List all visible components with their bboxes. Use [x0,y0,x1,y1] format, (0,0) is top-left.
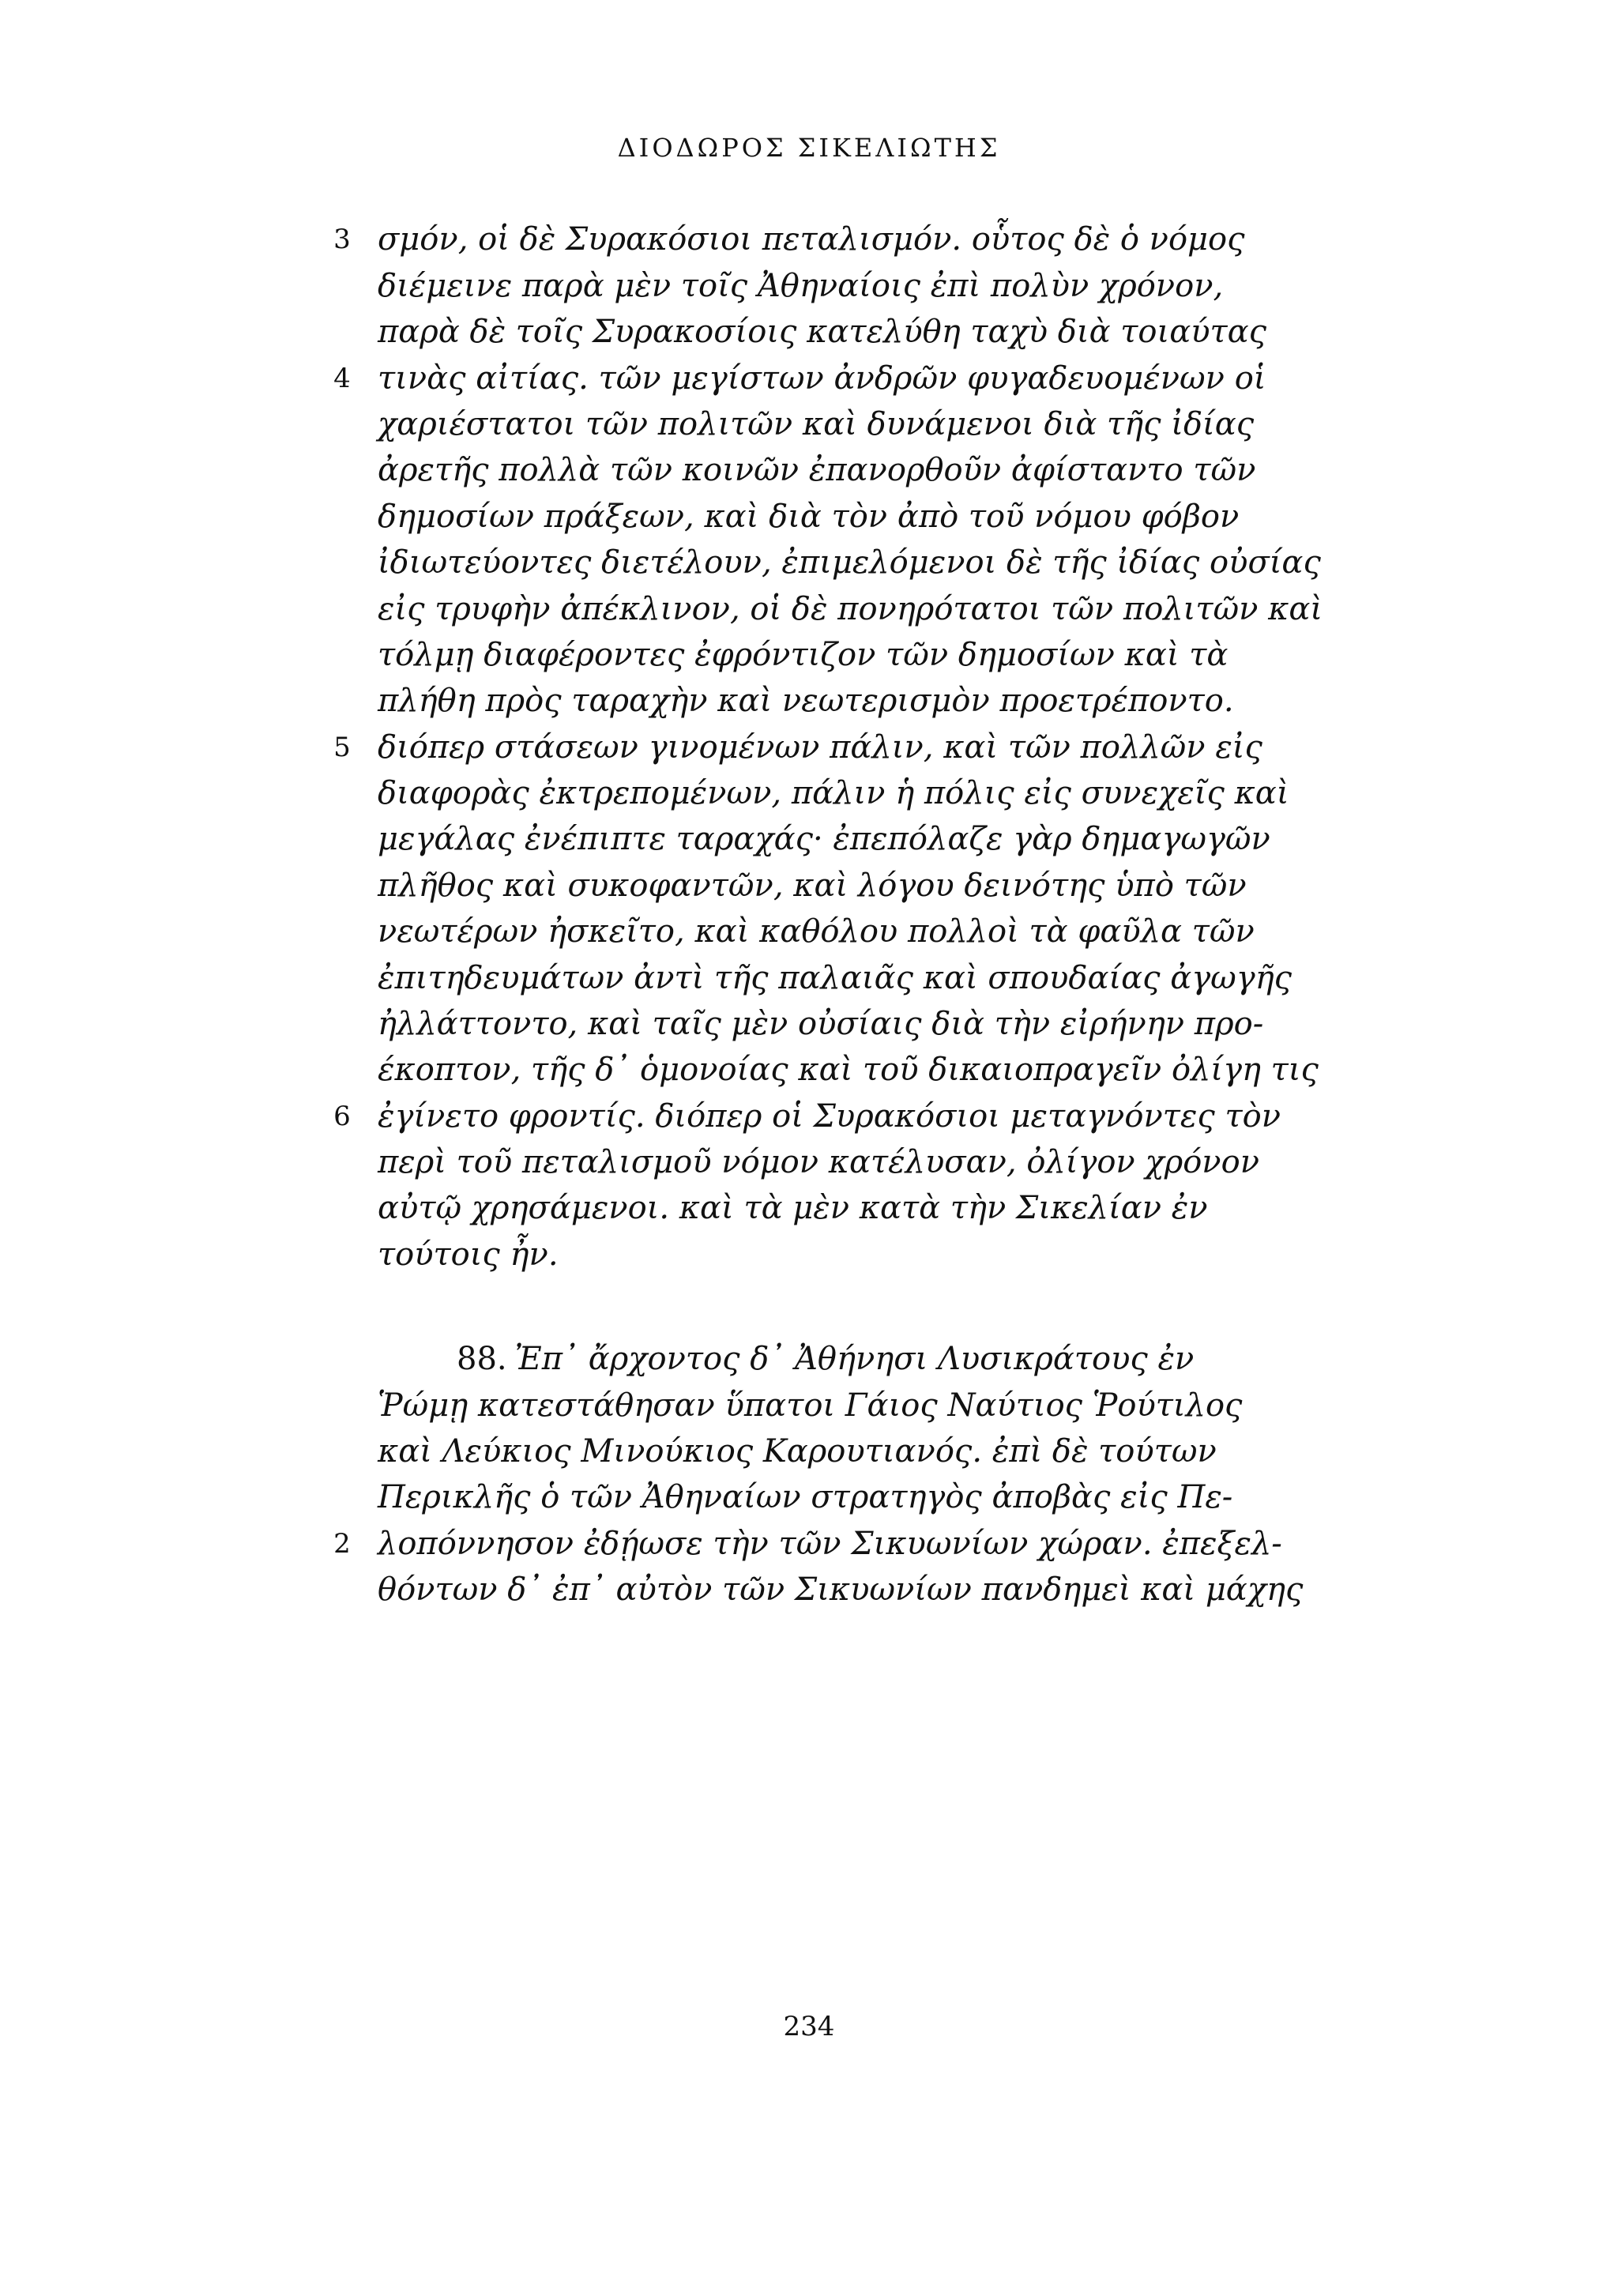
text-line [378,401,1286,448]
text-line [378,493,1286,540]
line-text: Ῥώμῃ κατεστάθησαν ὕπατοι Γάιος Ναύτιος Ῥούτιλος [378,1387,1243,1424]
running-header: ΔΙΟΔΩΡΟΣ ΣΙΚΕΛΙΩΤΗΣ [617,133,1001,163]
text-line [333,1520,1286,1568]
line-text: διόπερ στάσεων γινομένων πάλιν, καὶ τῶν πολλῶν εἰς [378,729,1262,766]
text-line [378,815,1286,863]
line-text: διαφορὰς ἐκτρεπομένων, πάλιν ἡ πόλις εἰς συνεχεῖς καὶ [378,775,1289,811]
text-line [378,308,1286,356]
paragraph-number: 2 [333,1528,351,1560]
text-line [378,446,1286,494]
text-line [378,1000,1286,1048]
line-text: ἰδιωτεύοντες διετέλουν, ἐπιμελόμενοι δὲ τῆς ἰδίας οὐσίας [378,544,1321,581]
line-text: εἰς τρυφὴν ἀπέκλινον, οἱ δὲ πονηρότατοι τῶν πολιτῶν καὶ [378,591,1323,627]
line-text: πλήθη πρὸς ταραχὴν καὶ νεωτερισμὸν προετρέποντο. [378,683,1234,719]
text-line [378,1566,1304,1613]
text-line [378,262,1286,310]
text-line [378,862,1286,909]
text-line [378,1046,1319,1093]
line-text: ἐπιτηδευμάτων ἀντὶ τῆς παλαιᾶς καὶ σπουδαίας ἀγωγῆς [378,960,1293,996]
page-number: 234 [783,2011,835,2042]
text-line [378,631,1286,679]
line-text: περὶ τοῦ πεταλισμοῦ νόμον κατέλυσαν, ὀλίγον χρόνον [378,1144,1260,1180]
line-text: Περικλῆς ὁ τῶν Ἀθηναίων στρατηγὸς ἀποβὰς εἰς Πε- [378,1479,1233,1515]
line-text: καὶ Λεύκιος Μινούκιος Καρουτιανός. ἐπὶ δὲ τούτων [378,1433,1217,1470]
line-text: τόλμῃ διαφέροντες ἐφρόντιζον τῶν δημοσίων καὶ τὰ [378,637,1229,673]
text-line [378,677,1286,725]
line-text: λοπόννησον ἐδῄωσε τὴν τῶν Σικυωνίων χώραν. ἐπεξελ- [378,1526,1282,1562]
text-line [378,1382,1286,1429]
line-text: έκοπτον, τῆς δ᾽ ὁμονοίας καὶ τοῦ δικαιοπραγεῖν ὀλίγη τις [378,1052,1319,1088]
line-text: τινὰς αἰτίας. τῶν μεγίστων ἀνδρῶν φυγαδευομένων οἱ [378,360,1266,397]
text-line [378,908,1286,955]
line-text: παρὰ δὲ τοῖς Συρακοσίοις κατελύθη ταχὺ διὰ τοιαύτας [378,314,1267,350]
text-line [378,1231,1286,1278]
paragraph-number: 5 [333,732,351,763]
line-text: χαριέστατοι τῶν πολιτῶν καὶ δυνάμενοι διὰ τῆς ἰδίας [378,406,1255,442]
line-text: νεωτέρων ἠσκεῖτο, καὶ καθόλου πολλοὶ τὰ φαῦλα τῶν [378,913,1255,950]
line-text: μεγάλας ἐνέπιπτε ταραχάς· ἐπεπόλαζε γὰρ δημαγωγῶν [378,821,1270,857]
text-line [333,216,1286,263]
text-line [378,1474,1286,1521]
text-line [378,770,1289,817]
text-line [333,355,1286,402]
text-line [333,724,1286,771]
line-text: ἠλλάττοντο, καὶ ταῖς μὲν οὐσίαις διὰ τὴν εἰρήνην προ- [378,1006,1264,1042]
line-text: ἀρετῆς πολλὰ τῶν κοινῶν ἐπανορθοῦν ἀφίσταντο τῶν [378,452,1256,488]
text-line [378,1139,1286,1186]
line-text: αὐτῷ χρησάμενοι. καὶ τὰ μὲν κατὰ τὴν Σικελίαν ἐν [378,1190,1208,1226]
section-heading-line [457,1335,1286,1383]
line-text: Ἐπ᾽ ἄρχοντος δ᾽ Ἀθήνησι Λυσικράτους ἐν [514,1341,1195,1377]
line-text: σμόν, οἱ δὲ Συρακόσιοι πεταλισμόν. οὗτος δὲ ὁ νόμος [378,221,1245,258]
line-text: θόντων δ᾽ ἐπ᾽ αὐτὸν τῶν Σικυωνίων πανδημεὶ καὶ μάχης [378,1571,1304,1608]
section-number: 88. [457,1341,507,1377]
text-line [378,954,1293,1002]
line-text: δημοσίων πράξεων, καὶ διὰ τὸν ἀπὸ τοῦ νόμου φόβον [378,499,1240,535]
paragraph-number: 4 [333,363,351,394]
line-text: τούτοις ἦν. [378,1236,559,1273]
paragraph-number: 6 [333,1101,351,1132]
text-line [378,1184,1286,1232]
line-text: ἐγίνετο φροντίς. διόπερ οἱ Συρακόσιοι μεταγνόντες τὸν [378,1098,1281,1135]
line-text: πλῆθος καὶ συκοφαντῶν, καὶ λόγου δεινότης ὑπὸ τῶν [378,868,1247,904]
text-line [378,1428,1286,1475]
text-line [378,585,1323,633]
line-text: διέμεινε παρὰ μὲν τοῖς Ἀθηναίοις ἐπὶ πολὺν χρόνον, [378,268,1224,304]
paragraph-number: 3 [333,224,351,255]
text-line [333,1093,1286,1140]
text-line [378,539,1321,586]
